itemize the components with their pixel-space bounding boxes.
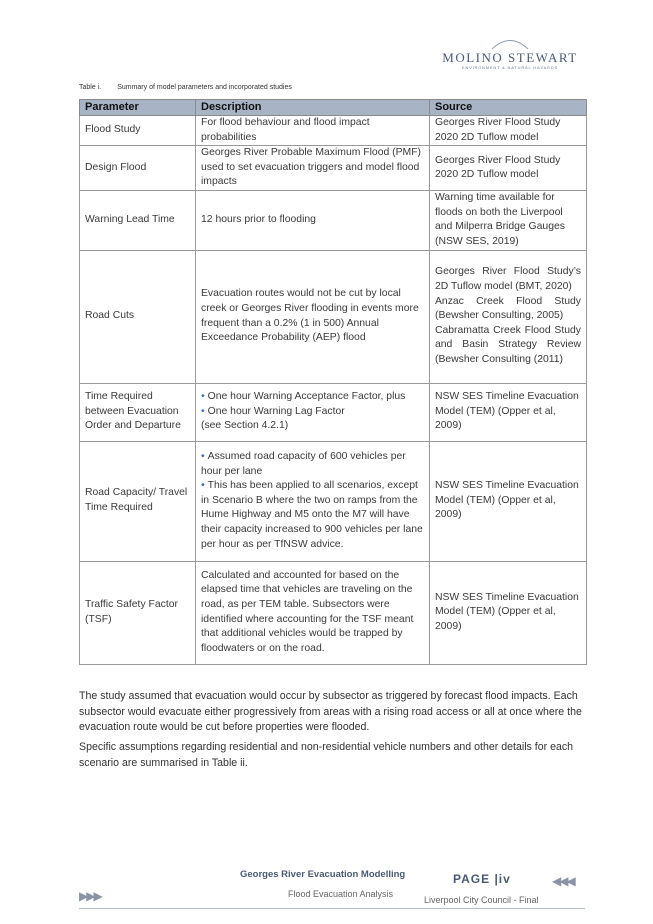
summary-table: [79, 99, 587, 665]
header-source: Source: [430, 100, 587, 116]
body-paragraph: The study assumed that evacuation would occur by subsector as triggered by forecast flood impacts. Each subsector would evacuate either progressively from areas with a rising road access or all at once where the evacuation route would be cut before properties were flooded.: [79, 690, 582, 733]
header-parameter: Parameter: [80, 100, 196, 116]
footer-title: Georges River Evacuation Modelling: [240, 869, 406, 880]
footer-divider: [79, 908, 585, 909]
section-reference: (see Section 4.2.1): [201, 420, 289, 432]
cell-source: Warning time available for floods on both the Liverpool and Milperra Bridge Gauges (NSW SES, 2019): [430, 191, 587, 250]
cell-parameter: Flood Study: [80, 116, 196, 146]
cell-description: Calculated and accounted for based on the elapsed time that vehicles are traveling on the road, as per TEM table. Subsectors were identified where accounting for the TSF meant that additional vehicles would be trapped by floodwaters or on the road.: [196, 561, 430, 664]
cell-source: NSW SES Timeline Evacuation Model (TEM) (Opper et al, 2009): [430, 561, 587, 664]
arrow-right-icon: ▶▶▶: [79, 889, 101, 903]
table-row: [80, 191, 587, 250]
logo-tagline: ENVIRONMENT & NATURAL HAZARDS: [461, 65, 559, 70]
table-row: [80, 250, 587, 383]
cell-description: [196, 441, 430, 561]
source-entry: Anzac Creek Flood Study (Bewsher Consulting, 2005): [435, 295, 581, 322]
source-entry: Georges River Flood Study’s 2D Tuflow model (BMT, 2020): [435, 266, 581, 293]
cell-source: [430, 250, 587, 383]
cell-description: 12 hours prior to flooding: [196, 191, 430, 250]
footer-client: Liverpool City Council - Final: [424, 895, 539, 905]
bullet-item: • This has been applied to all scenarios, except in Scenario B where the two on ramps from the Hume Highway and M5 onto the M7 will have their capacity increased to 900 vehicles per lane per hour as per TfNSW advice.: [201, 479, 424, 552]
cell-description: [196, 383, 430, 441]
cell-description: For flood behaviour and flood impact probabilities: [196, 116, 430, 146]
cell-parameter: Road Capacity/ Travel Time Required: [80, 441, 196, 561]
body-paragraph: Specific assumptions regarding residential and non-residential vehicle numbers and other details for each scenario are summarised in Table ii.: [79, 741, 574, 769]
table-row: [80, 383, 587, 441]
table-caption: [79, 84, 292, 91]
cell-parameter: Time Required between Evacuation Order and Departure: [80, 383, 196, 441]
table-caption-number: Table i.: [79, 84, 102, 91]
cell-source: Georges River Flood Study 2020 2D Tuflow model: [430, 116, 587, 146]
logo-arc-icon: [490, 36, 530, 50]
table-header-row: [80, 100, 587, 116]
table-row: [80, 116, 587, 146]
bullet-item: • One hour Warning Acceptance Factor, plus: [201, 390, 424, 405]
bullet-item: • One hour Warning Lag Factor: [201, 405, 424, 420]
header-description: Description: [196, 100, 430, 116]
table-row: [80, 561, 587, 664]
arrow-left-icon: ◀◀◀: [552, 874, 574, 888]
cell-source: Georges River Flood Study 2020 2D Tuflow model: [430, 146, 587, 191]
table-caption-text: Summary of model parameters and incorporated studies: [117, 84, 292, 91]
table-row: [80, 146, 587, 191]
bullet-item: • Assumed road capacity of 600 vehicles per hour per lane: [201, 450, 424, 479]
cell-parameter: Design Flood: [80, 146, 196, 191]
logo-name: MOLINO STEWART: [442, 50, 578, 65]
cell-source: NSW SES Timeline Evacuation Model (TEM) (Opper et al, 2009): [430, 441, 587, 561]
cell-parameter: Traffic Safety Factor (TSF): [80, 561, 196, 664]
cell-description: Evacuation routes would not be cut by local creek or Georges River flooding in events more frequent than a 0.2% (1 in 500) Annual Exceedance Probability (AEP) flood: [196, 250, 430, 383]
cell-description: Georges River Probable Maximum Flood (PMF) used to set evacuation triggers and model flood impacts: [196, 146, 430, 191]
source-entry: Cabramatta Creek Flood Study and Basin Strategy Review (Bewsher Consulting (2011): [435, 324, 581, 366]
footer-subtitle: Flood Evacuation Analysis: [288, 889, 394, 899]
cell-parameter: Road Cuts: [80, 250, 196, 383]
table-row: [80, 441, 587, 561]
page-number: PAGE |iv: [453, 872, 511, 886]
cell-parameter: Warning Lead Time: [80, 191, 196, 250]
cell-source: NSW SES Timeline Evacuation Model (TEM) (Opper et al, 2009): [430, 383, 587, 441]
company-logo: [430, 36, 590, 76]
